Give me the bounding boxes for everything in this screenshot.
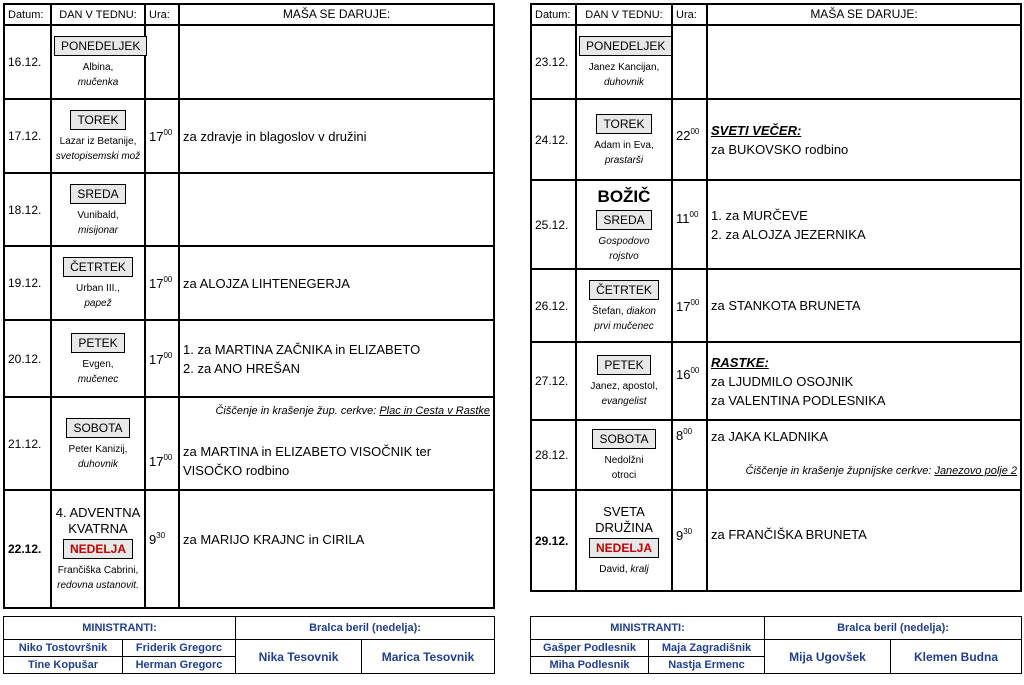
cleaning-note: Čiščenje in krašenje župnijske cerkve: Janezovo polje 2 [745,465,1017,477]
mass-intention: za JAKA KLADNIKA [711,429,829,444]
day-cell [51,320,145,397]
mass-intention: za LJUDMILO OSOJNIK [711,373,854,389]
mass-intention: za STANKOTA BRUNETA [707,269,1021,342]
day-cell [51,246,145,320]
left-schedule-table [3,3,495,609]
saint-role: evangelist [601,396,647,407]
col-hour-header: Ura: [672,4,707,25]
day-cell [576,99,672,180]
reader-name: Mija Ugovšek [765,640,891,674]
mass-cell [179,25,494,99]
row-date: 21.12. [4,397,51,490]
row-date: 25.12. [531,180,576,269]
event-heading: SVETI VEČER: [711,122,802,138]
day-badge: TOREK [70,110,125,130]
saint-role: misijonar [77,224,118,236]
event-heading: RASTKE: [711,354,769,370]
mass-intention: 2. za ANO HREŠAN [183,360,301,376]
col-date-header: Datum: [531,4,576,25]
saint-name: Janez, apostol, [590,381,658,392]
table-row [531,490,1021,591]
saint-role: redovna ustanovit. [57,580,139,591]
saint-role: Gospodovo [598,235,650,247]
table-row [531,99,1021,180]
day-badge: SREDA [596,210,651,230]
mass-intention: za ALOJZA LIHTENEGERJA [179,246,494,320]
row-date: 26.12. [531,269,576,342]
altar-server-name: Miha Podlesnik [531,657,649,674]
row-date: 23.12. [531,25,576,99]
day-badge-sunday: NEDELJA [63,539,133,559]
mass-cell [707,25,1021,99]
saint-role: diakon [626,305,656,317]
hour-cell: $17^{00}$ [145,320,179,397]
row-date: 24.12. [531,99,576,180]
table-row [4,320,494,397]
ministranti-label: MINISTRANTI: [531,617,765,640]
hour-cell: $17^{00}$ [145,246,179,320]
saint-name: Nedolžni [604,455,644,466]
hour-cell [672,25,707,99]
hour-cell [145,25,179,99]
day-badge: PETEK [71,333,124,353]
altar-server-name: Gašper Podlesnik [531,640,649,657]
table-row [4,173,494,246]
saint-name: Adam in Eva, [594,139,654,151]
saint-role: prastarši [604,154,644,166]
table-row [4,397,494,490]
hour-cell: $9^{30}$ [145,490,179,608]
table-row [4,246,494,320]
mass-intention: za VALENTINA PODLESNIKA [711,392,886,408]
header-row [531,4,1021,25]
mass-cell [179,397,494,490]
day-cell [51,173,145,246]
saint-name: Peter Kanizij, [68,443,128,455]
altar-server-name: Nastja Ermenc [649,657,765,674]
mass-intention: za zdravje in blagoslov v družini [179,99,494,173]
day-badge-sunday: NEDELJA [589,538,659,558]
header-row [4,4,494,25]
sunday-subtitle: KVATRNA [68,521,128,536]
day-badge: PONEDELJEK [579,36,672,56]
day-cell [576,180,672,269]
mass-cell [179,173,494,246]
mass-cell [179,320,494,397]
saint-role: kralj [630,564,649,575]
mass-intention: za MARIJO KRAJNC in CIRILA [179,490,494,608]
saint-role: mučenka [77,77,119,88]
table-row [4,25,494,99]
table-row [4,490,494,608]
reader-name: Marica Tesovnik [362,640,495,674]
saint-name: David, [599,564,628,575]
day-cell [576,490,672,591]
day-cell [576,342,672,420]
saint-role: mučenec [77,373,119,385]
row-date: 22.12. [4,490,51,608]
saint-name: otroci [611,470,637,481]
mass-cell [707,420,1021,490]
right-footer-table [530,616,1022,674]
saint-role: duhovnik [77,458,119,470]
row-date: 28.12. [531,420,576,490]
hour-cell: $17^{00}$ [672,269,707,342]
row-date: 27.12. [531,342,576,420]
day-cell [576,420,672,490]
row-date: 18.12. [4,173,51,246]
col-mass-header: MAŠA SE DARUJE: [707,4,1021,25]
row-date: 20.12. [4,320,51,397]
cleaning-area: Janezovo polje 2 [934,465,1017,477]
day-badge: SOBOTA [592,429,655,449]
saint-name: Vunibald, [77,209,119,221]
altar-server-name: Herman Gregorc [123,657,236,674]
hour-cell: $17^{00}$ [145,397,179,490]
table-row [531,420,1021,490]
mass-intention: 1. za MURČEVE [711,207,808,223]
mass-intention: 1. za MARTINA ZAČNIKA in ELIZABETO [183,341,421,357]
ministranti-label: MINISTRANTI: [4,617,236,640]
row-date: 29.12. [531,490,576,591]
cleaning-area: Plac in Cesta v Rastke [379,405,490,417]
hour-cell: $17^{00}$ [145,99,179,173]
sunday-title: 4. ADVENTNA [55,505,141,520]
saint-name: Urban III., [76,283,120,294]
saint-name: Albina, [82,62,114,73]
col-day-header: DAN V TEDNU: [51,4,145,25]
saint-role: svetopisemski mož [55,151,141,162]
row-date: 16.12. [4,25,51,99]
table-row [531,342,1021,420]
mass-cell [707,99,1021,180]
mass-intention: za FRANČIŠKA BRUNETA [707,490,1021,591]
day-badge: SOBOTA [66,418,129,438]
col-hour-header: Ura: [145,4,179,25]
mass-cell [707,342,1021,420]
day-badge: PETEK [597,355,650,375]
saint-name: Štefan, [592,305,624,317]
day-badge: SREDA [70,184,125,204]
table-row [531,180,1021,269]
feast-title: BOŽIČ [597,186,651,206]
table-row [531,25,1021,99]
saint-name: Janez Kancijan, [588,62,660,73]
table-row [4,99,494,173]
day-cell [576,269,672,342]
col-date-header: Datum: [4,4,51,25]
sunday-title: SVETA [603,504,645,519]
day-cell [51,25,145,99]
saint-name: Evgen, [82,358,114,370]
saint-name: Lazar iz Betanije, [59,136,137,147]
reader-name: Klemen Budna [891,640,1022,674]
readers-label: Bralca beril (nedelja): [236,617,495,640]
day-cell [51,397,145,490]
saint-role: prvi mučenec [594,320,654,332]
saint-role: papež [84,298,112,309]
mass-intention: za BUKOVSKO rodbino [711,141,849,157]
row-date: 17.12. [4,99,51,173]
cleaning-note: Čiščenje in krašenje žup. cerkve: Plac in Cesta v Rastke [215,405,490,417]
readers-label: Bralca beril (nedelja): [765,617,1022,640]
hour-cell: $11^{00}$ [672,180,707,269]
day-badge: TOREK [596,114,651,134]
col-day-header: DAN V TEDNU: [576,4,672,25]
mass-intention: 2. za ALOJZA JEZERNIKA [711,226,866,242]
hour-cell: $9^{30}$ [672,490,707,591]
hour-cell: $22^{00}$ [672,99,707,180]
day-badge: ČETRTEK [589,280,659,300]
saint-role: rojstvo [609,250,639,262]
day-cell [51,490,145,608]
left-footer-table [3,616,495,674]
saint-role: duhovnik [603,77,645,88]
col-mass-header: MAŠA SE DARUJE: [179,4,494,25]
altar-server-name: Niko Tostovršnik [4,640,123,657]
sunday-subtitle: DRUŽINA [595,520,653,535]
row-date: 19.12. [4,246,51,320]
hour-cell: $16^{00}$ [672,342,707,420]
mass-cell [707,180,1021,269]
saint-name: Frančiška Cabrini, [57,565,139,576]
table-row [531,269,1021,342]
day-cell [576,25,672,99]
mass-intention: za MARTINA in ELIZABETO VISOČNIK ter VISOČKO rodbino [183,444,432,478]
hour-cell: $8^{00}$ [672,420,707,490]
altar-server-name: Tine Kopušar [4,657,123,674]
altar-server-name: Friderik Gregorc [123,640,236,657]
right-schedule-table [530,3,1022,592]
day-cell [51,99,145,173]
hour-cell [145,173,179,246]
day-badge: PONEDELJEK [54,36,147,56]
day-badge: ČETRTEK [63,257,133,277]
reader-name: Nika Tesovnik [236,640,362,674]
altar-server-name: Maja Zagradišnik [649,640,765,657]
